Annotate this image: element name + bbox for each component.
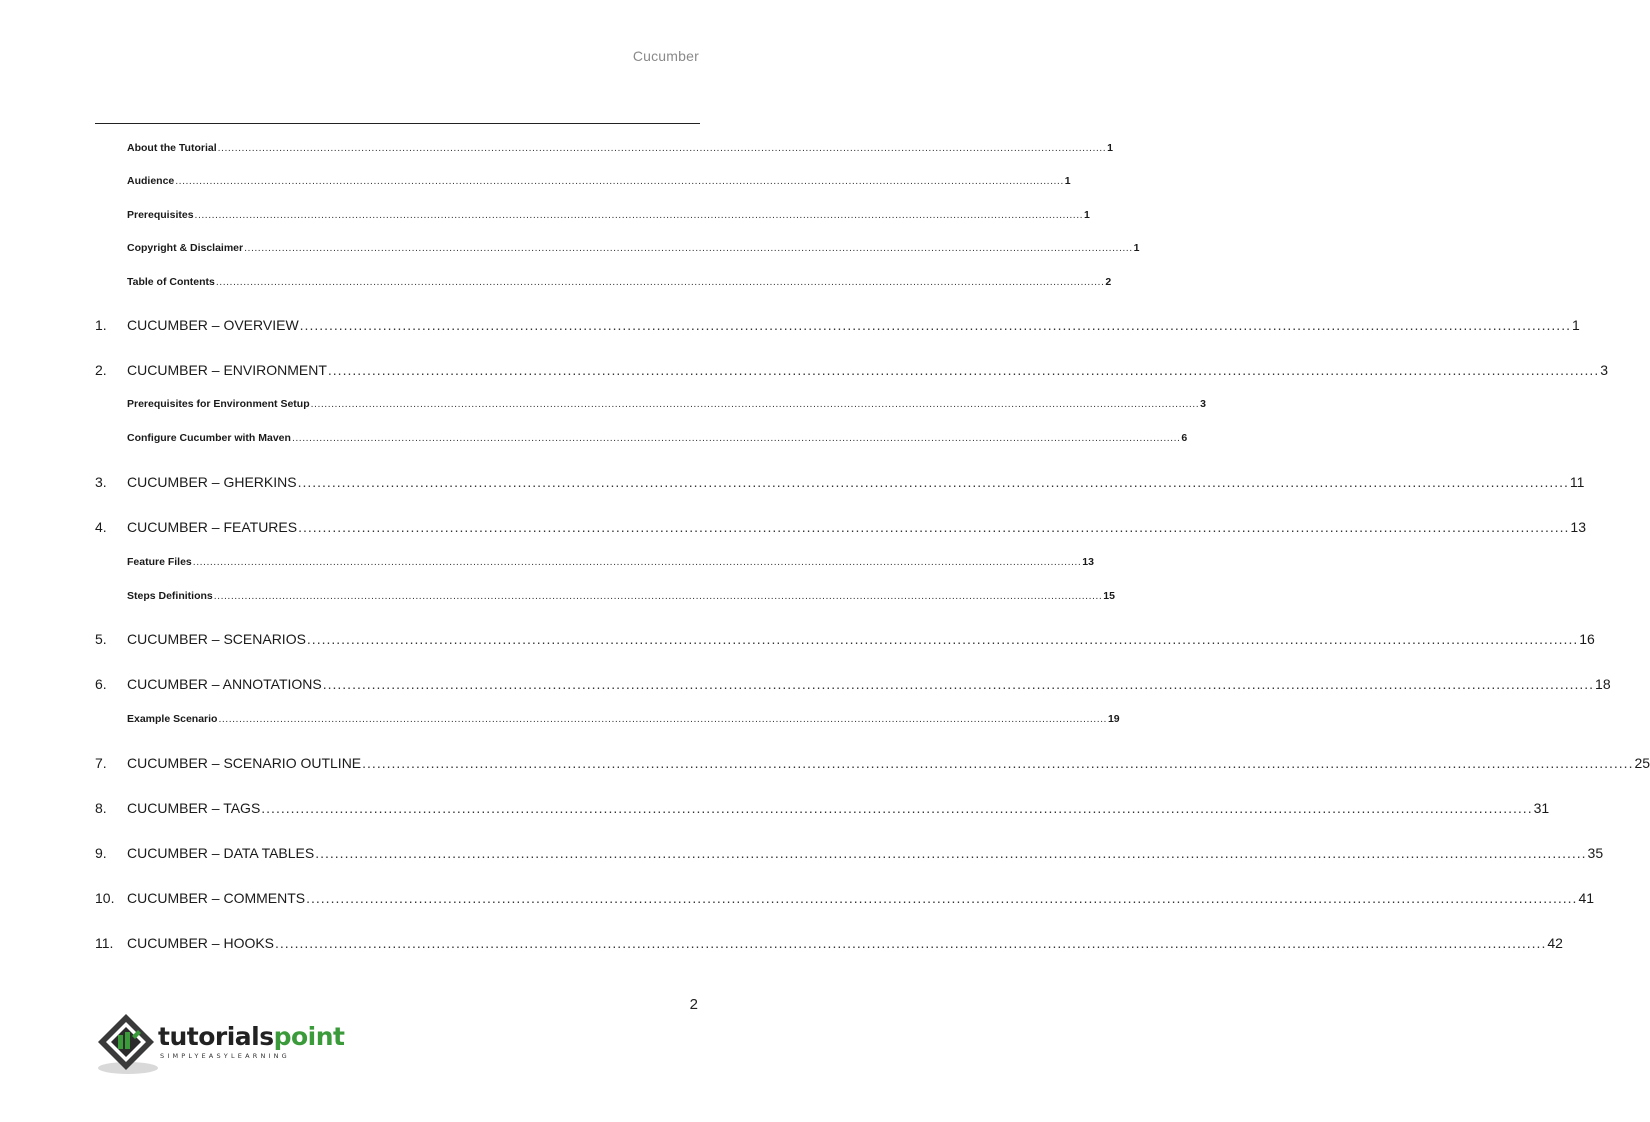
toc-dot-leader: .................................................................................................................................................................................................................................................................... xyxy=(244,242,1133,254)
toc-dot-leader: .................................................................................................................................................................................................................................................................... xyxy=(217,142,1107,154)
toc-chapter-number: 2. xyxy=(95,362,107,378)
toc-section-entry[interactable] xyxy=(95,276,1112,288)
toc-page-number: 1 xyxy=(1571,317,1580,333)
toc-entry-label: Table of Contents xyxy=(127,276,215,288)
toc-page-number: 6 xyxy=(1181,432,1188,444)
toc-entry-label: CUCUMBER – DATA TABLES xyxy=(127,845,315,861)
toc-chapter-entry[interactable] xyxy=(95,890,1595,906)
toc-dot-leader: .................................................................................................................................................................................................................................................................... xyxy=(306,890,1578,906)
logo-tagline: SIMPLYEASYLEARNING xyxy=(160,1052,290,1060)
toc-chapter-entry[interactable] xyxy=(95,474,1585,490)
toc-section-entry[interactable] xyxy=(95,242,1140,254)
toc-dot-leader: .................................................................................................................................................................................................................................................................... xyxy=(291,432,1181,444)
toc-dot-leader: .................................................................................................................................................................................................................................................................... xyxy=(315,845,1587,861)
toc-dot-leader: .................................................................................................................................................................................................................................................................... xyxy=(306,631,1579,647)
toc-section-entry[interactable] xyxy=(95,398,1206,410)
toc-page-number: 31 xyxy=(1533,800,1550,816)
toc-dot-leader: .................................................................................................................................................................................................................................................................... xyxy=(322,676,1595,692)
toc-dot-leader: .................................................................................................................................................................................................................................................................... xyxy=(275,935,1547,951)
toc-entry-label: CUCUMBER – FEATURES xyxy=(127,519,298,535)
toc-page-number: 11 xyxy=(1569,474,1585,490)
toc-dot-leader: .................................................................................................................................................................................................................................................................... xyxy=(327,362,1600,378)
toc-section-entry[interactable] xyxy=(95,142,1113,154)
toc-chapter-number: 5. xyxy=(95,631,107,647)
toc-section-entry[interactable] xyxy=(95,432,1188,444)
toc-entry-label: CUCUMBER – GHERKINS xyxy=(127,474,297,490)
toc-dot-leader: .................................................................................................................................................................................................................................................................... xyxy=(362,755,1634,771)
toc-section-entry[interactable] xyxy=(95,209,1090,221)
toc-chapter-entry[interactable] xyxy=(95,800,1550,816)
toc-page-number: 13 xyxy=(1082,556,1094,568)
toc-section-entry[interactable] xyxy=(95,590,1115,602)
toc-chapter-number: 6. xyxy=(95,676,107,692)
toc-entry-label: Prerequisites xyxy=(127,209,194,221)
toc-dot-leader: .................................................................................................................................................................................................................................................................... xyxy=(297,474,1569,490)
toc-chapter-number: 3. xyxy=(95,474,107,490)
toc-page-number: 3 xyxy=(1600,362,1609,378)
toc-dot-leader: .................................................................................................................................................................................................................................................................... xyxy=(175,175,1064,187)
toc-entry-label: Feature Files xyxy=(127,556,192,568)
toc-chapter-number: 4. xyxy=(95,519,107,535)
tutorialspoint-logo xyxy=(94,1010,345,1078)
logo-wordmark-dark: tutorials xyxy=(158,1022,274,1051)
toc-dot-leader: .................................................................................................................................................................................................................................................................... xyxy=(218,713,1107,725)
toc-chapter-entry[interactable] xyxy=(95,317,1580,333)
toc-dot-leader: .................................................................................................................................................................................................................................................................... xyxy=(192,556,1082,568)
toc-chapter-entry[interactable] xyxy=(95,631,1595,647)
toc-dot-leader: .................................................................................................................................................................................................................................................................... xyxy=(194,209,1084,221)
running-header-title: Cucumber xyxy=(632,48,699,64)
toc-page-number: 1 xyxy=(1107,142,1113,154)
header-divider xyxy=(95,123,700,124)
toc-dot-leader: .................................................................................................................................................................................................................................................................... xyxy=(261,800,1533,816)
toc-section-entry[interactable] xyxy=(95,556,1094,568)
page-number: 2 xyxy=(689,996,698,1013)
toc-entry-label: CUCUMBER – HOOKS xyxy=(127,935,275,951)
toc-page-number: 16 xyxy=(1579,631,1595,647)
toc-page-number: 15 xyxy=(1103,590,1115,602)
toc-dot-leader: .................................................................................................................................................................................................................................................................... xyxy=(310,398,1200,410)
toc-page-number: 42 xyxy=(1547,935,1563,951)
toc-chapter-entry[interactable] xyxy=(95,935,1563,951)
toc-dot-leader: .................................................................................................................................................................................................................................................................... xyxy=(215,276,1105,288)
logo-wordmark-green: point xyxy=(273,1022,345,1051)
toc-page-number: 1 xyxy=(1064,175,1071,187)
toc-entry-label: CUCUMBER – SCENARIO OUTLINE xyxy=(127,755,362,771)
toc-entry-label: About the Tutorial xyxy=(127,142,217,154)
toc-section-entry[interactable] xyxy=(95,713,1120,725)
logo-diamond-icon xyxy=(94,1010,164,1078)
toc-entry-label: CUCUMBER – TAGS xyxy=(127,800,261,816)
toc-page-number: 18 xyxy=(1595,676,1611,692)
toc-section-entry[interactable] xyxy=(95,175,1071,187)
toc-chapter-entry[interactable] xyxy=(95,676,1611,692)
toc-page-number: 1 xyxy=(1084,209,1090,221)
toc-page-number: 35 xyxy=(1587,845,1604,861)
toc-chapter-number: 1. xyxy=(95,317,107,333)
toc-page-number: 13 xyxy=(1570,519,1586,535)
toc-entry-label: Prerequisites for Environment Setup xyxy=(127,398,310,410)
toc-dot-leader: .................................................................................................................................................................................................................................................................... xyxy=(213,590,1103,602)
toc-chapter-number: 8. xyxy=(95,800,107,816)
toc-dot-leader: .................................................................................................................................................................................................................................................................... xyxy=(298,519,1570,535)
toc-entry-label: Configure Cucumber with Maven xyxy=(127,432,291,444)
toc-page-number: 19 xyxy=(1107,713,1120,725)
toc-entry-label: Audience xyxy=(127,175,175,187)
toc-entry-label: Example Scenario xyxy=(127,713,218,725)
toc-page-number: 25 xyxy=(1634,755,1650,771)
toc-dot-leader: .................................................................................................................................................................................................................................................................... xyxy=(299,317,1571,333)
toc-page-number: 3 xyxy=(1200,398,1206,410)
toc-page-number: 1 xyxy=(1133,242,1140,254)
toc-chapter-entry[interactable] xyxy=(95,362,1609,378)
toc-chapter-entry[interactable] xyxy=(95,845,1604,861)
toc-entry-label: CUCUMBER – OVERVIEW xyxy=(127,317,299,333)
toc-chapter-entry[interactable] xyxy=(95,755,1650,771)
toc-chapter-number: 10. xyxy=(95,890,115,906)
toc-entry-label: CUCUMBER – ANNOTATIONS xyxy=(127,676,322,692)
toc-chapter-number: 7. xyxy=(95,755,107,771)
toc-entry-label: CUCUMBER – COMMENTS xyxy=(127,890,306,906)
toc-chapter-number: 9. xyxy=(95,845,107,861)
toc-entry-label: CUCUMBER – ENVIRONMENT xyxy=(127,362,327,378)
toc-entry-label: Steps Definitions xyxy=(127,590,213,602)
toc-page-number: 41 xyxy=(1578,890,1595,906)
toc-page-number: 2 xyxy=(1105,276,1112,288)
toc-entry-label: CUCUMBER – SCENARIOS xyxy=(127,631,306,647)
logo-wordmark xyxy=(158,1024,344,1049)
toc-entry-label: Copyright & Disclaimer xyxy=(127,242,244,254)
toc-chapter-number: 11. xyxy=(95,935,114,951)
toc-chapter-entry[interactable] xyxy=(95,519,1586,535)
